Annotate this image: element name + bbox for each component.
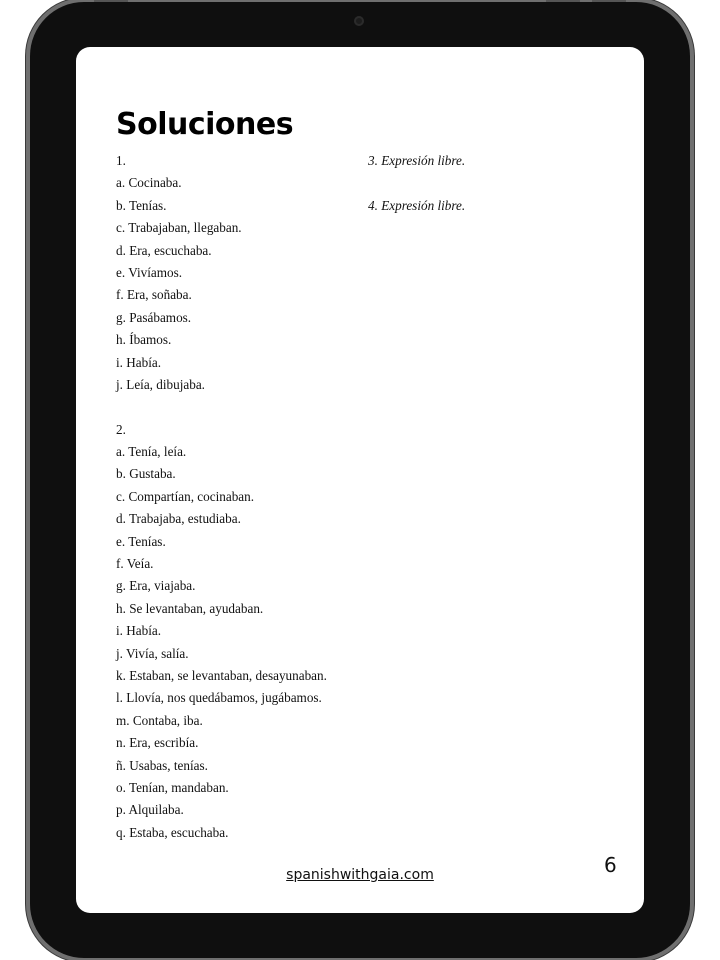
answer-line: b. Tenías. <box>116 197 167 213</box>
exercise-number: 2. <box>116 421 126 437</box>
answer-line: d. Trabajaba, estudiaba. <box>116 511 241 527</box>
answer-line: c. Compartían, cocinaban. <box>116 488 255 504</box>
answer-line: i. Había. <box>116 623 162 639</box>
page-title: Soluciones <box>116 107 294 142</box>
answer-line: j. Leía, dibujaba. <box>116 376 205 392</box>
section-spacer <box>116 396 416 418</box>
answer-line: l. Llovía, nos quedábamos, jugábamos. <box>116 690 322 706</box>
website-link[interactable]: spanishwithgaia.com <box>286 867 434 883</box>
page-number: 6 <box>604 853 617 877</box>
tablet-button <box>94 0 128 2</box>
answer-line: 3. Expresión libre. <box>368 153 466 168</box>
document-page <box>76 47 644 913</box>
front-camera <box>354 16 364 26</box>
answer-line: b. Gustaba. <box>116 466 176 482</box>
tablet-button <box>592 0 626 2</box>
tablet-frame <box>30 2 690 958</box>
answer-line: e. Tenías. <box>116 533 166 549</box>
answer-line: 4. Expresión libre. <box>368 197 466 213</box>
answer-line: o. Tenían, mandaban. <box>116 779 229 795</box>
answers-column-right <box>368 150 608 217</box>
answer-line: a. Tenía, leía. <box>116 444 187 460</box>
exercise-number: 1. <box>116 153 126 168</box>
answer-line: f. Veía. <box>116 556 154 572</box>
answer-line: j. Vivía, salía. <box>116 645 189 661</box>
answer-line: m. Contaba, iba. <box>116 712 203 728</box>
section-spacer <box>368 172 608 194</box>
answer-line: a. Cocinaba. <box>116 175 182 191</box>
answer-line: c. Trabajaban, llegaban. <box>116 220 242 236</box>
answer-line: g. Pasábamos. <box>116 309 192 325</box>
answer-line: h. Íbamos. <box>116 332 172 348</box>
answer-line: d. Era, escuchaba. <box>116 242 212 258</box>
answer-line: e. Vivíamos. <box>116 264 182 280</box>
answer-line: p. Alquilaba. <box>116 802 184 818</box>
answers-column-left <box>116 150 416 844</box>
answer-line: h. Se levantaban, ayudaban. <box>116 600 264 616</box>
answer-line: g. Era, viajaba. <box>116 578 196 594</box>
answer-line: k. Estaban, se levantaban, desayunaban. <box>116 667 327 683</box>
answer-line: n. Era, escribía. <box>116 735 199 751</box>
answer-line: f. Era, soñaba. <box>116 287 192 303</box>
answer-line: q. Estaba, escuchaba. <box>116 824 229 840</box>
tablet-button <box>546 0 580 2</box>
answer-line: ñ. Usabas, tenías. <box>116 757 208 773</box>
answer-line: i. Había. <box>116 354 162 370</box>
